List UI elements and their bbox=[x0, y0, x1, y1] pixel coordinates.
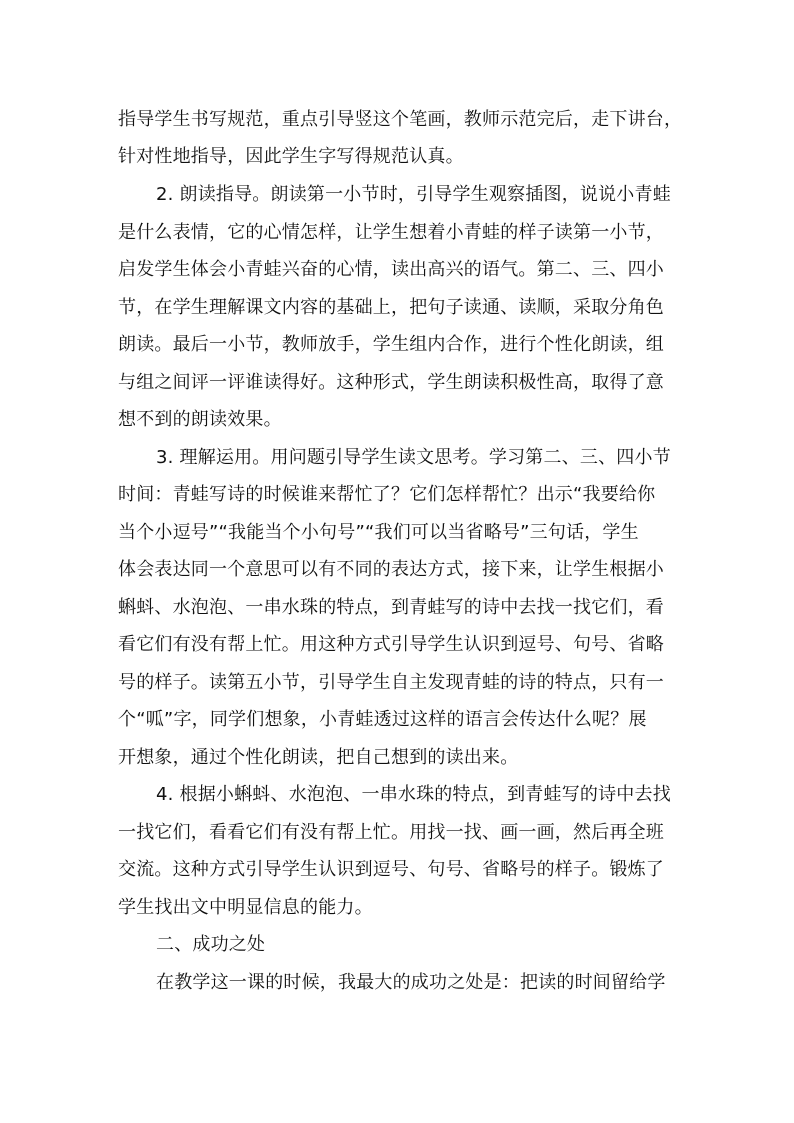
paragraph-3-start: 3. 理解运用。用问题引导学生读文思考。学习第二、三、四小节 bbox=[156, 447, 671, 468]
text-line: 朗读。最后一小节，教师放手，学生组内合作，进行个性化朗读，组 bbox=[118, 334, 664, 355]
paragraph-5-start: 在教学这一课的时候，我最大的成功之处是：把读的时间留给学 bbox=[156, 972, 666, 993]
text-line: 与组之间评一评谁读得好。这种形式，学生朗读积极性高，取得了意 bbox=[118, 372, 664, 393]
text-line: 节，在学生理解课文内容的基础上，把句子读通、读顺，采取分角色 bbox=[118, 297, 664, 318]
text-line: 针对性地指导，因此学生字写得规范认真。 bbox=[118, 146, 464, 167]
text-line: 号的样子。读第五小节，引导学生自主发现青蛙的诗的特点，只有一 bbox=[118, 672, 664, 693]
text-line: 启发学生体会小青蛙兴奋的心情，读出高兴的语气。第二、三、四小 bbox=[118, 259, 664, 280]
text-line: 时间：青蛙写诗的时候谁来帮忙了？它们怎样帮忙？出示“我要给你 bbox=[118, 484, 656, 505]
text-line: 指导学生书写规范，重点引导竖这个笔画，教师示范完后，走下讲台， bbox=[118, 109, 683, 130]
text-line: 一找它们，看看它们有没有帮上忙。用找一找、画一画，然后再全班 bbox=[118, 822, 664, 843]
text-line: 蝌蚪、水泡泡、一串水珠的特点，到青蛙写的诗中去找一找它们，看 bbox=[118, 597, 664, 618]
text-line: 开想象，通过个性化朗读，把自己想到的读出来。 bbox=[118, 747, 519, 768]
text-line: 学生找出文中明显信息的能力。 bbox=[118, 897, 373, 918]
text-line: 交流。这种方式引导学生认识到逗号、句号、省略号的样子。锻炼了 bbox=[118, 859, 664, 880]
paragraph-2-start: 2. 朗读指导。朗读第一小节时，引导学生观察插图，说说小青蛙 bbox=[156, 184, 671, 205]
text-line: 是什么表情，它的心情怎样，让学生想着小青蛙的样子读第一小节， bbox=[118, 222, 664, 243]
text-line: 体会表达同一个意思可以有不同的表达方式，接下来，让学生根据小 bbox=[118, 559, 664, 580]
text-line: 当个小逗号”“我能当个小句号”“我们可以当省略号”三句话，学生 bbox=[118, 522, 639, 543]
text-line: 个“呱”字，同学们想象，小青蛙透过这样的语言会传达什么呢？展 bbox=[118, 709, 647, 730]
section-heading: 二、成功之处 bbox=[156, 934, 266, 955]
paragraph-4-start: 4. 根据小蝌蚪、水泡泡、一串水珠的特点，到青蛙写的诗中去找 bbox=[156, 784, 671, 805]
text-line: 想不到的朗读效果。 bbox=[118, 409, 282, 430]
text-line: 看它们有没有帮上忙。用这种方式引导学生认识到逗号、句号、省略 bbox=[118, 634, 664, 655]
